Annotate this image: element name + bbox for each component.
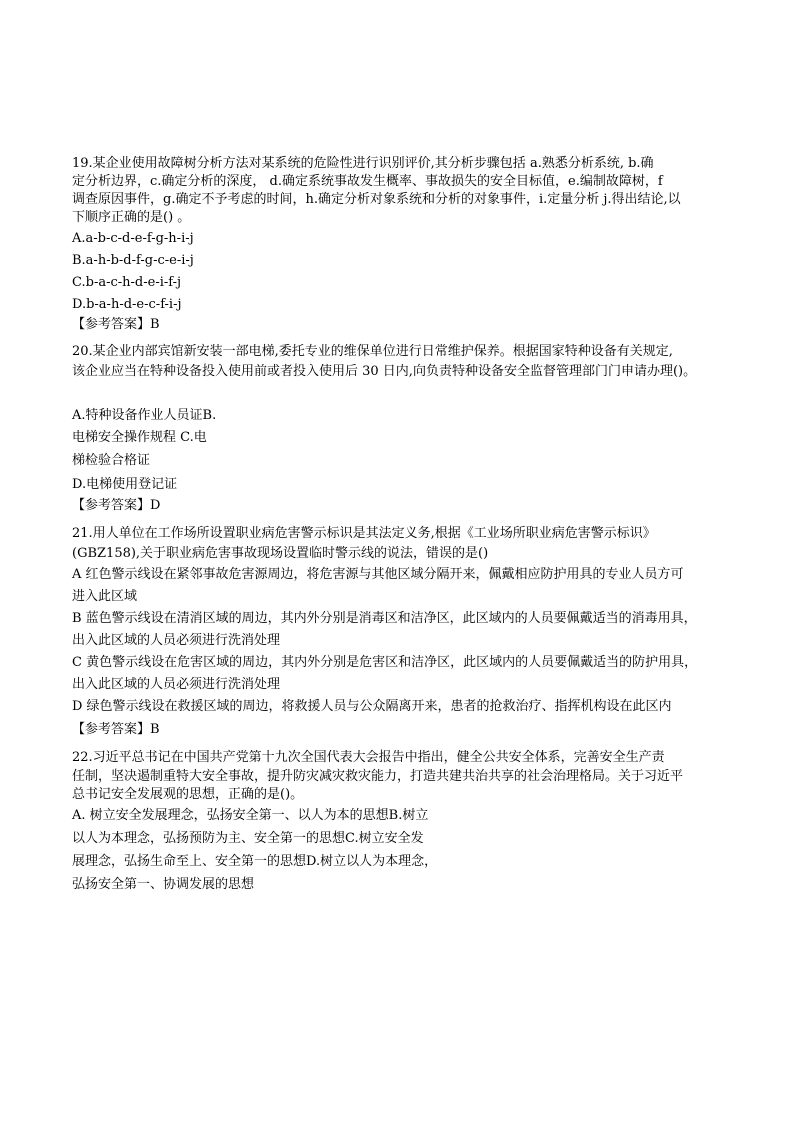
question-21-option-d: D 绿色警示线设在救援区域的周边，将救援人员与公众隔离开来，患者的抢救治疗、指挥机构设在此区内 [72, 699, 672, 714]
question-20-option-line: 电梯安全操作规程 C.电 [72, 430, 207, 445]
question-21-stem-line: 21.用人单位在工作场所设置职业病危害警示标识是其法定义务,根据《工业场所职业病危害警示标识》 [72, 526, 656, 541]
question-20-answer: 【参考答案】D [72, 498, 161, 513]
question-19-stem-line: 调查原因事件，g.确定不予考虑的时间，h.确定分析对象系统和分析的对象事件，i.定量分析 j.得出结论,以 [72, 192, 681, 207]
question-21-option-a-cont: 进入此区域 [72, 589, 138, 604]
question-19-option-c: C.b-a-c-h-d-e-i-f-j [72, 275, 182, 290]
question-21-stem-line: (GBZ158),关于职业病危害事故现场设置临时警示线的说法，错误的是() [72, 546, 489, 561]
question-19-stem-line: 定分析边界，c.确定分析的深度， d.确定系统事故发生概率、事故损失的安全目标值，e.编制故障树，f [72, 174, 663, 189]
question-19-stem-line: 下顺序正确的是() 。 [72, 210, 191, 225]
question-21-answer: 【参考答案】B [72, 722, 160, 737]
question-22-option-line: 以人为本理念，弘扬预防为主、安全第一的思想C.树立安全发 [72, 831, 424, 846]
question-20-stem-line: 该企业应当在特种设备投入使用前或者投入使用后 30 日内,向负责特种设备安全监督管理部门门申请办理()。 [72, 364, 697, 379]
question-22-option-line: 弘扬安全第一、协调发展的思想 [72, 877, 255, 892]
question-20-option-d: D.电梯使用登记证 [72, 477, 178, 492]
question-21-option-c: C 黄色警示线设在危害区域的周边，其内外分别是危害区和洁净区，此区域内的人员要佩戴适当的防护用具， [72, 655, 698, 670]
question-21-option-b-cont: 出入此区域的人员必须进行洗消处理 [72, 633, 281, 648]
question-19-option-b: B.a-h-b-d-f-g-c-e-i-j [72, 253, 194, 268]
question-22-option-line: A. 树立安全发展理念，弘扬安全第一、以人为本的思想B.树立 [72, 808, 429, 823]
question-21-option-a: A 红色警示线设在紧邻事故危害源周边，将危害源与其他区域分隔开来，佩戴相应防护用具的专业人员方可 [72, 567, 684, 582]
question-19-stem-line: 19.某企业使用故障树分析方法对某系统的危险性进行识别评价,其分析步骤包括 a.熟悉分析系统, b.确 [72, 156, 654, 171]
question-21-option-c-cont: 出入此区域的人员必须进行洗消处理 [72, 677, 281, 692]
question-21-option-b: B 蓝色警示线设在清消区域的周边，其内外分别是消毒区和洁净区，此区域内的人员要佩戴适当的消毒用具， [72, 611, 697, 626]
question-20-stem-line: 20.某企业内部宾馆新安装一部电梯,委托专业的维保单位进行日常维护保养。根据国家特种设备有关规定, [72, 344, 673, 359]
question-20-option-line: A.特种设备作业人员证B. [72, 408, 217, 423]
question-22-option-line: 展理念，弘扬生命至上、安全第一的思想D.树立以人为本理念， [72, 854, 438, 869]
question-20-option-line: 梯检验合格证 [72, 453, 151, 468]
question-19-answer: 【参考答案】B [72, 317, 160, 332]
question-22-stem-line: 总书记安全发展观的思想，正确的是()。 [72, 787, 304, 802]
question-22-stem-line: 22.习近平总书记在中国共产党第十九次全国代表大会报告中指出，健全公共安全体系，完善安全生产责 [72, 750, 665, 765]
question-19-option-a: A.a-b-c-d-e-f-g-h-i-j [72, 231, 194, 246]
question-19-option-d: D.b-a-h-d-e-c-f-i-j [72, 297, 182, 312]
question-22-stem-line: 任制，坚决遏制重特大安全事故，提升防灾减灾救灾能力，打造共建共治共享的社会治理格局。关于习近平 [72, 769, 684, 784]
